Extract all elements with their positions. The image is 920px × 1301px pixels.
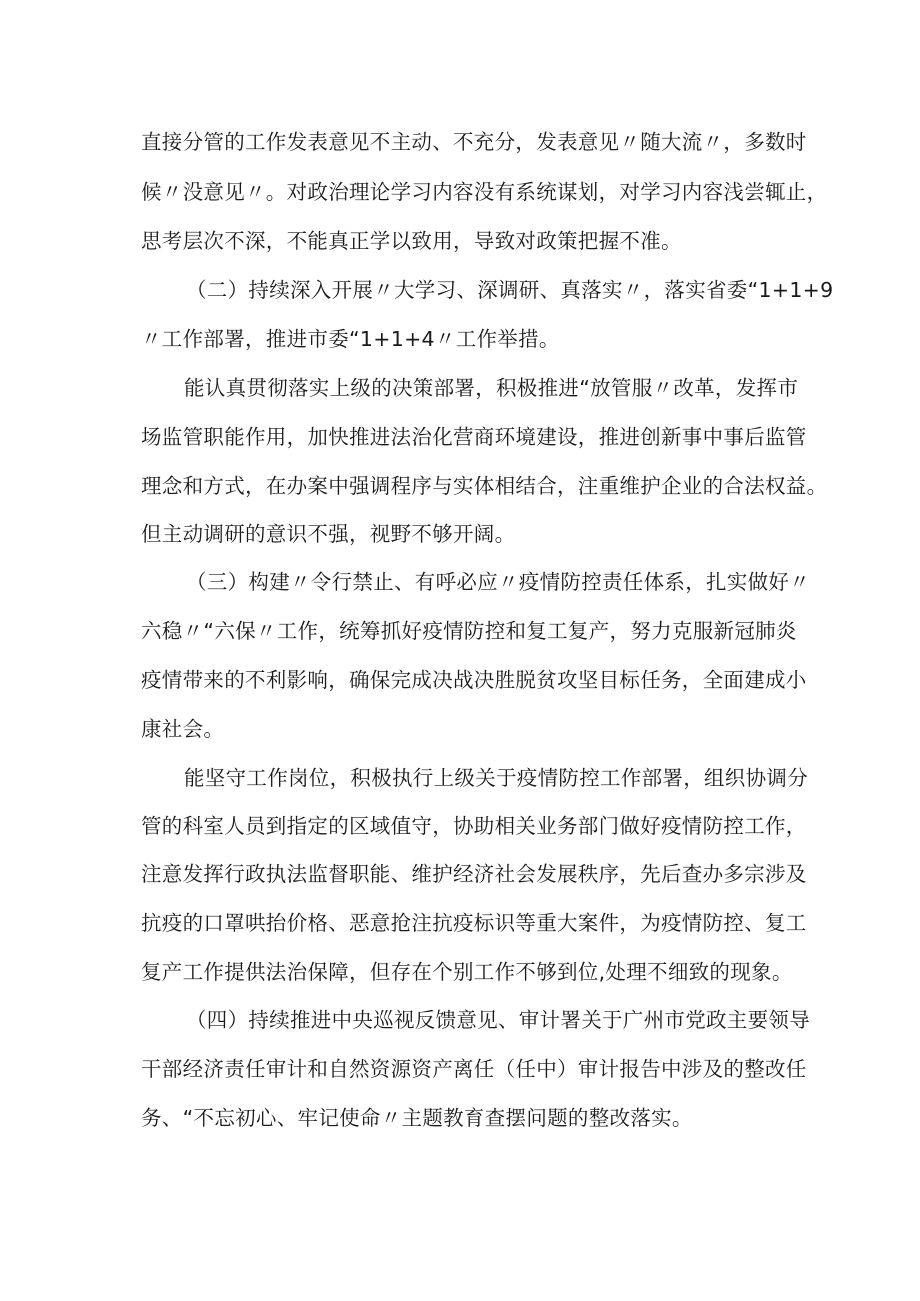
- body-text-line: 复产工作提供法治保障，但存在个别工作不够到位,处理不细致的现象。: [141, 960, 793, 984]
- body-text-line: 但主动调研的意识不强，视野不够开阔。: [141, 522, 516, 546]
- body-text-line: 候〃没意见〃。对政治理论学习内容没有系统谋划，对学习内容浅尝辄止，: [141, 180, 828, 204]
- body-text-line: 场监管职能作用，加快推进法治化营商环境建设，推进创新事中事后监管: [141, 425, 807, 449]
- body-text-line: 管的科室人员到指定的区域值守，协助相关业务部门做好疫情防控工作，: [141, 814, 807, 838]
- body-text-line: 抗疫的口罩哄抬价格、恶意抢注抗疫标识等重大案件，为疫情防控、复工: [141, 911, 807, 935]
- section-heading-line: 康社会。: [141, 717, 225, 741]
- body-text-line: 理念和方式，在办案中强调程序与实体相结合，注重维护企业的合法权益。: [141, 474, 828, 498]
- section-heading-line: 疫情带来的不利影响，确保完成决战决胜脱贫攻坚目标任务，全面建成小: [141, 668, 807, 692]
- body-text-line: 思考层次不深，不能真正学以致用，导致对政策把握不准。: [141, 229, 682, 253]
- body-text-line: 能认真贯彻落实上级的决策部署，积极推进“放管服〃改革，发挥市: [184, 376, 799, 400]
- section-heading-line: （四）持续推进中央巡视反馈意见、审计署关于广州市党政主要领导: [186, 1008, 810, 1032]
- section-heading-line: 六稳〃“六保〃工作，统筹抓好疫情防控和复工复产，努力克服新冠肺炎: [141, 619, 797, 643]
- body-text-line: 注意发挥行政执法监督职能、维护经济社会发展秩序，先后查办多宗涉及: [141, 862, 807, 886]
- section-heading-line: 干部经济责任审计和自然资源资产离任（任中）审计报告中涉及的整改任: [141, 1057, 807, 1081]
- section-heading-line: 〃工作部署，推进市委“1+1+4〃工作举措。: [141, 327, 560, 351]
- section-heading-line: 务、“不忘初心、牢记使命〃主题教育查摆问题的整改落实。: [141, 1106, 693, 1130]
- section-heading-line: （二）持续深入开展〃大学习、深调研、真落实〃，落实省委“1+1+9: [186, 278, 834, 302]
- body-text-line: 能坚守工作岗位，积极执行上级关于疫情防控工作部署，组织协调分: [184, 766, 808, 790]
- body-text-line: 直接分管的工作发表意见不主动、不充分，发表意见〃随大流〃，多数时: [141, 130, 807, 154]
- section-heading-line: （三）构建〃令行禁止、有呼必应〃疫情防控责任体系，扎实做好〃: [186, 570, 810, 594]
